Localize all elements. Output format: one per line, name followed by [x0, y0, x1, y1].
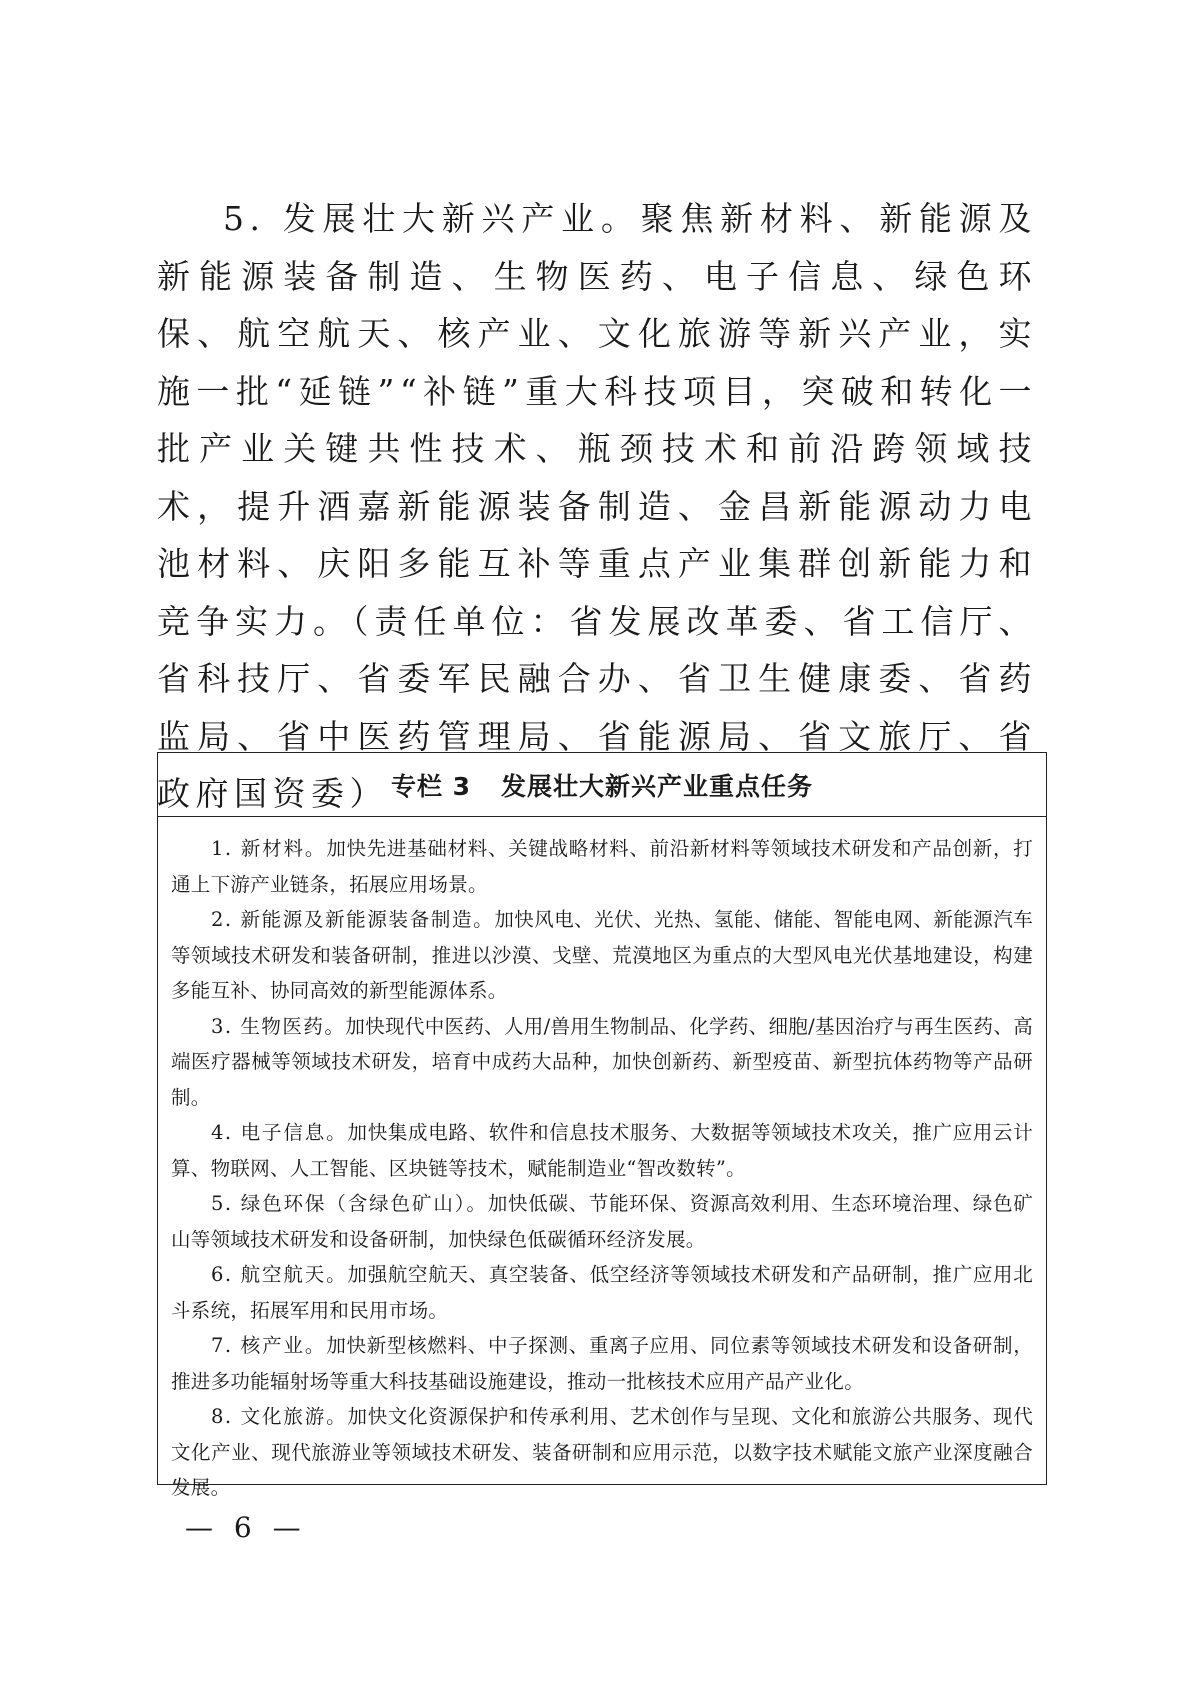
column-item [171, 1186, 1033, 1257]
column-item [171, 1009, 1033, 1116]
item-text: 加快文化资源保护和传承利用、艺术创作与呈现、文化和旅游公共服务、现代文化产业、现代旅游业等领域技术研发、装备研制和应用示范，以数字技术赋能文旅产业深度融合发展。 [171, 1405, 1034, 1499]
item-lead: 2. 新能源及新能源装备制造。 [211, 908, 495, 931]
item-text: 加快新型核燃料、中子探测、重离子应用、同位素等领域技术研发和设备研制，推进多功能辐射场等重大科技基础设施建设，推动一批核技术应用产品产业化。 [171, 1334, 1033, 1393]
column-body [158, 817, 1046, 1506]
item-text: 加快集成电路、软件和信息技术服务、大数据等领域技术攻关，推广应用云计算、物联网、人工智能、区块链等技术，赋能制造业“智改数转”。 [171, 1121, 1034, 1180]
item-lead: 3. 生物医药。 [211, 1014, 346, 1038]
column-title-text: 发展壮大新兴产业重点任务 [501, 771, 814, 801]
item-lead: 4. 电子信息。 [211, 1121, 348, 1144]
page-number: — 6 — [185, 1511, 307, 1544]
column-item [171, 831, 1033, 902]
column-item [171, 1115, 1033, 1186]
column-item [171, 1328, 1033, 1399]
task-paragraph: 5. 发展壮大新兴产业。聚焦新材料、新能源及新能源装备制造、生物医药、电子信息、绿色环保、航空航天、核产业、文化旅游等新兴产业，实施一批“延链”“补链”重大科技项目，突破和转化一批产业关键共性技术、瓶颈技术和前沿跨领域技术，提升酒嘉新能源装备制造、金昌新能源动力电池材料、庆阳多能互补等重点产业集群创新能力和竞争实力。（责任单位：省发展改革委、省工信厅、省科技厅、省委军民融合办、省卫生健康委、省药监局、省中医药管理局、省能源局、省文旅厅、省政府国资委） [157, 199, 1037, 813]
item-text: 加快风电、光伏、光热、氢能、储能、智能电网、新能源汽车等领域技术研发和装备研制，推进以沙漠、戈壁、荒漠地区为重点的大型风电光伏基地建设，构建多能互补、协同高效的新型能源体系。 [171, 908, 1033, 1002]
column-item [171, 1399, 1033, 1506]
item-lead: 8. 文化旅游。 [211, 1405, 348, 1428]
column-title-number: 专栏 3 [390, 771, 472, 801]
column-item [171, 902, 1033, 1009]
item-lead: 7. 核产业。 [211, 1334, 327, 1357]
item-text: 加强航空航天、真空装备、低空经济等领域技术研发和产品研制，推广应用北斗系统，拓展军用和民用市场。 [171, 1263, 1034, 1322]
item-text: 加快先进基础材料、关键战略材料、前沿新材料等领域技术研发和产品创新，打通上下游产业链条，拓展应用场景。 [171, 837, 1033, 896]
column-box [157, 752, 1047, 1499]
column-item [171, 1257, 1033, 1328]
item-text: 加快低碳、节能环保、资源高效利用、生态环境治理、绿色矿山等领域技术研发和设备研制，加快绿色低碳循环经济发展。 [171, 1192, 1033, 1251]
item-lead: 1. 新材料。 [211, 837, 327, 860]
item-lead: 6. 航空航天。 [211, 1263, 348, 1286]
column-title [158, 753, 1046, 817]
item-text: 加快现代中医药、人用/兽用生物制品、化学药、细胞/基因治疗与再生医药、高端医疗器械等领域技术研发，培育中成药大品种，加快创新药、新型疫苗、新型抗体药物等产品研制。 [171, 1014, 1033, 1109]
item-lead: 5. 绿色环保（含绿色矿山）。 [211, 1192, 488, 1215]
